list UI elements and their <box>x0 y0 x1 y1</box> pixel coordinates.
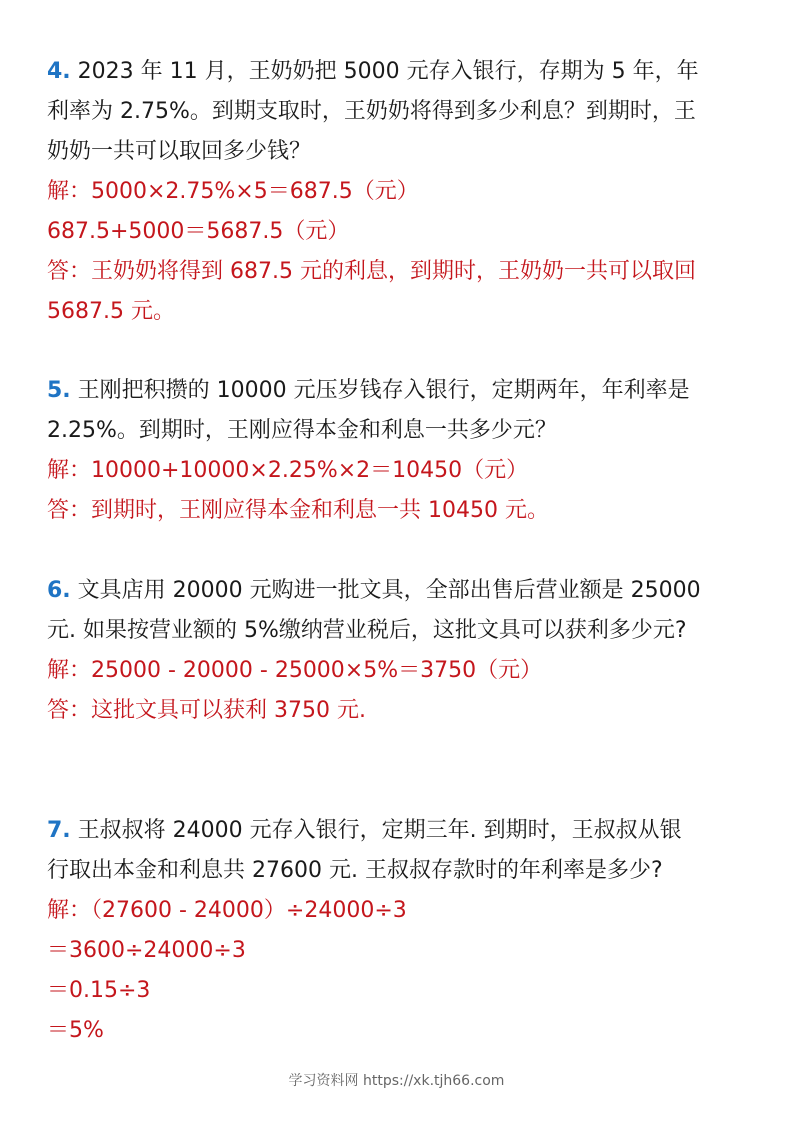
answer-line: ＝0.15÷3 <box>47 978 151 1003</box>
problem-number: 7. <box>47 818 71 843</box>
question-line: 奶奶一共可以取回多少钱？ <box>47 139 312 164</box>
footer-source-link[interactable]: 学习资料网 https://xk.tjh66.com <box>288 1073 505 1089</box>
answer-line: 答：到期时，王刚应得本金和利息一共 10450 元。 <box>47 498 549 523</box>
answer-line: 解：10000+10000×2.25%×2＝10450（元） <box>47 458 529 483</box>
answer-line: ＝5% <box>47 1018 104 1043</box>
answer-line: 5687.5 元。 <box>47 299 175 324</box>
question-line <box>47 371 749 411</box>
problem-number: 6. <box>47 578 71 603</box>
answer-line: 解：25000 - 20000 - 25000×5%＝3750（元） <box>47 658 543 683</box>
answer-line: 687.5+5000＝5687.5（元） <box>47 219 350 244</box>
question-line: 元. 如果按营业额的 5%缴纳营业税后，这批文具可以获利多少元? <box>47 618 687 643</box>
answer-line: 答：王奶奶将得到 687.5 元的利息，到期时，王奶奶一共可以取回 <box>47 259 696 284</box>
question-line <box>47 571 749 611</box>
answer-line: 答：这批文具可以获利 3750 元. <box>47 698 366 723</box>
question-text: 文具店用 20000 元购进一批文具，全部出售后营业额是 25000 <box>77 578 701 603</box>
problem-5 <box>47 371 749 531</box>
answer-line: ＝3600÷24000÷3 <box>47 938 246 963</box>
question-line <box>47 811 749 851</box>
question-text: 王刚把积攒的 10000 元压岁钱存入银行，定期两年，年利率是 <box>77 378 690 403</box>
problem-number: 5. <box>47 378 71 403</box>
problem-number: 4. <box>47 59 71 84</box>
problem-7 <box>47 811 749 1051</box>
question-line <box>47 52 749 92</box>
problem-6 <box>47 571 749 731</box>
question-text: 王叔叔将 24000 元存入银行，定期三年. 到期时，王叔叔从银 <box>77 818 682 843</box>
question-line: 利率为 2.75%。到期支取时，王奶奶将得到多少利息？到期时，王 <box>47 99 696 124</box>
problem-4 <box>47 52 749 332</box>
answer-line: 解：（27600 - 24000）÷24000÷3 <box>47 898 407 923</box>
answer-line: 解：5000×2.75%×5＝687.5（元） <box>47 179 419 204</box>
question-line: 2.25%。到期时，王刚应得本金和利息一共多少元？ <box>47 418 557 443</box>
question-text: 2023 年 11 月，王奶奶把 5000 元存入银行，存期为 5 年，年 <box>77 59 699 84</box>
question-line: 行取出本金和利息共 27600 元. 王叔叔存款时的年利率是多少? <box>47 858 663 883</box>
